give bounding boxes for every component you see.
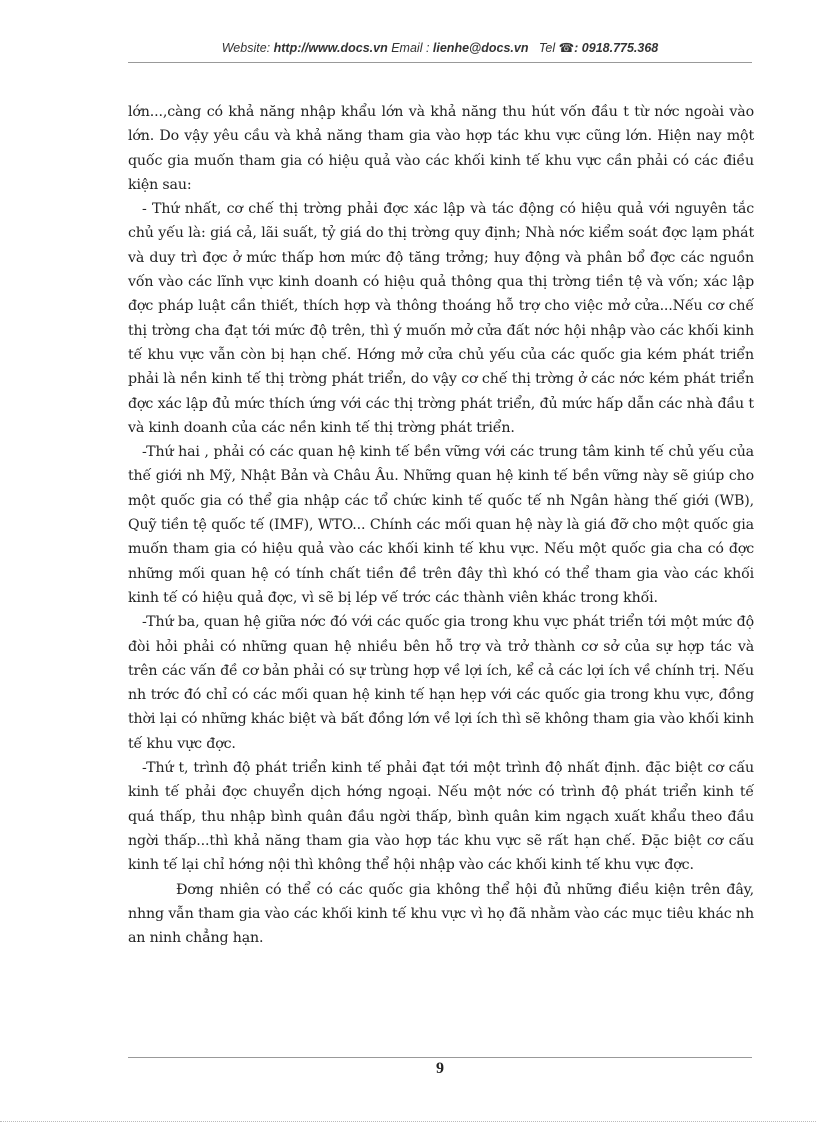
tel-label: Tel [538, 41, 556, 55]
paragraph: -Thứ hai , phải có các quan hệ kinh tế bền vững với các trung tâm kinh tế chủ yếu của thế giới nh Mỹ, Nhật Bản và Châu Âu. Những quan hệ kinh tế bền vững này sẽ giúp cho một quốc gia có thể gia nhập các tổ chức kinh tế quốc tế nh Ngân hàng thế giới (WB), Quỹ tiền tệ quốc tế (IMF), WTO... Chính các mối quan hệ này là giá đỡ cho một quốc gia muốn tham gia có hiệu quả vào các khối kinh tế khu vực. Nếu một quốc gia cha có đợc những mối quan hệ có tính chất tiền đề trên đây thì khó có thể tham gia vào các khối kinh tế có hiệu quả đợc, vì sẽ bị lép vế trớc các thành viên khác trong khối. [128, 444, 754, 606]
paragraph: Đơng nhiên có thể có các quốc gia không thể hội đủ những điều kiện trên đây, nhng vẫn tham gia vào các khối kinh tế khu vực vì họ đã nhằm vào các mục tiêu khác nh an ninh chẳng hạn. [128, 881, 754, 947]
page-bottom-border [0, 1121, 816, 1122]
page-number: 9 [436, 1060, 444, 1077]
tel-number: : 0918.775.368 [574, 41, 659, 55]
paragraph: - Thứ nhất, cơ chế thị trờng phải đợc xác lập và tác động có hiệu quả với nguyên tắc chủ yếu là: giá cả, lãi suất, tỷ giá do thị trờng quy định; Nhà nớc kiểm soát đợc lạm phát và duy trì đợc ở mức thấp hơn mức độ tăng trởng; huy động và phân bổ đợc các nguồn vốn vào các lĩnh vực kinh doanh có hiệu quả thông qua thị trờng tiền tệ và vốn; xác lập đợc pháp luật cần thiết, thích hợp và thông thoáng hỗ trợ cho việc mở cửa...Nếu cơ chế thị trờng cha đạt tới mức độ trên, thì ý muốn mở cửa đất nớc hội nhập vào các khối kinh tế khu vực vẫn còn bị hạn chế. Hớng mở cửa chủ yếu của các quốc gia kém phát triển phải là nền kinh tế thị trờng phát triển, do vậy cơ chế thị trờng ở các nớc kém phát triển đợc xác lập đủ mức thích ứng với các thị trờng phát triển, đủ mức hấp dẫn các nhà đầu t và kinh doanh của các nền kinh tế thị trờng phát triển. [128, 201, 754, 436]
phone-icon: ☎ [558, 41, 575, 55]
document-body [128, 100, 754, 950]
website-label: Website: [221, 41, 271, 55]
paragraph: -Thứ ba, quan hệ giữa nớc đó với các quốc gia trong khu vực phát triển tới một mức độ đòi hỏi phải có những quan hệ nhiều bên hỗ trợ và trở thành cơ sở của sự hợp tác và trên các vấn đề cơ bản phải có sự trùng hợp về lợi ích, kể cả các lợi ích về chính trị. Nếu nh trớc đó chỉ có các mối quan hệ kinh tế hạn hẹp với các quốc gia trong khu vực, đồng thời lại có những khác biệt và bất đồng lớn về lợi ích thì sẽ không tham gia vào khối kinh tế khu vực đợc. [128, 614, 755, 752]
paragraph: -Thứ t, trình độ phát triển kinh tế phải đạt tới một trình độ nhất định. đặc biệt cơ cấu kinh tế phải đợc chuyển dịch hớng ngoại. Nếu một nớc có trình độ phát triển kinh tế quá thấp, thu nhập bình quân đầu ngời thấp, bình quân kim ngạch xuất khẩu theo đầu ngời thấp...thì khả năng tham gia vào hợp tác khu vực sẽ rất hạn chế. Đặc biệt cơ cấu kinh tế lại chỉ hớng nội thì không thể hội nhập vào các khối kinh tế khu vực đợc. [128, 760, 754, 874]
website-link[interactable]: http://www.docs.vn [273, 41, 388, 55]
paragraph: lớn...,càng có khả năng nhập khẩu lớn và khả năng thu hút vốn đầu t từ nớc ngoài vào lớn. Do vậy yêu cầu và khả năng tham gia vào hợp tác khu vực cũng lớn. Hiện nay một quốc gia muốn tham gia có hiệu quả vào các khối kinh tế khu vực cần phải có các điều kiện sau: [128, 104, 754, 193]
email-label: Email : [391, 41, 430, 55]
email-link[interactable]: lienhe@docs.vn [432, 41, 529, 55]
footer-divider [128, 1057, 752, 1058]
header-divider [128, 62, 752, 63]
page-header [128, 40, 752, 55]
